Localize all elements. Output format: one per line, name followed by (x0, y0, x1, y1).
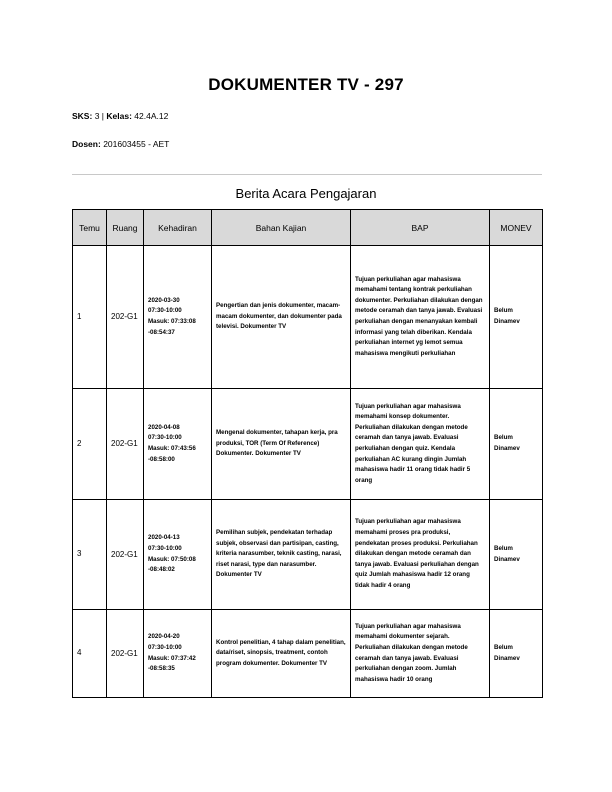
cell-kehadiran (144, 610, 212, 698)
cell-bap: Tujuan perkuliahan agar mahasiswa memahami proses pra produksi, pendekatan proses produksi. Perkuliahan dilakukan dengan metode ceramah dan tanya jawab. Evaluasi perkuliahan dengan quiz Jumlah mahasiswa hadir 12 orang tidak hadir 4 orang (351, 500, 490, 610)
attendance-out: -08:58:00 (148, 455, 175, 463)
header-monev: MONEV (490, 210, 543, 246)
cell-monev: Belum Dinamev (490, 500, 543, 610)
cell-bahan-kajian: Mengenal dokumenter, tahapan kerja, pra produksi, TOR (Term Of Reference) Dokumenter. Dokumenter TV (212, 389, 351, 500)
table-row (73, 246, 543, 389)
cell-bahan-kajian: Kontrol penelitian, 4 tahap dalam penelitian, data/riset, sinopsis, treatment, contoh program dokumenter. Dokumenter TV (212, 610, 351, 698)
cell-bahan-kajian: Pemilihan subjek, pendekatan terhadap subjek, observasi dan partisipan, casting, kriteria narasumber, teknik casting, narasi, riset narasi, type dan narasumber. Dokumenter TV (212, 500, 351, 610)
cell-temu: 4 (73, 610, 107, 698)
cell-temu: 1 (73, 246, 107, 389)
table-row (73, 389, 543, 500)
attendance-date: 2020-04-08 (148, 423, 180, 431)
attendance-schedule: 07:30-10:00 (148, 643, 182, 651)
divider (72, 174, 542, 175)
attendance-in: Masuk: 07:37:42 (148, 654, 196, 662)
attendance-schedule: 07:30-10:00 (148, 544, 182, 552)
attendance-date: 2020-03-30 (148, 296, 180, 304)
sks-label: SKS: (72, 111, 93, 121)
kelas-label: Kelas: (106, 111, 132, 121)
cell-bap: Tujuan perkuliahan agar mahasiswa memahami dokumenter sejarah. Perkuliahan dilakukan dengan metode ceramah dan tanya jawab. Evaluasi perkuliahan dengan zoom. Jumlah mahasiswa hadir 10 orang (351, 610, 490, 698)
sks-value: 3 (94, 111, 100, 121)
cell-kehadiran (144, 389, 212, 500)
attendance-schedule: 07:30-10:00 (148, 434, 182, 442)
cell-monev: Belum Dinamev (490, 610, 543, 698)
lecturer-meta (72, 139, 169, 149)
attendance-schedule: 07:30-10:00 (148, 307, 182, 315)
bap-table (72, 209, 543, 698)
cell-bap: Tujuan perkuliahan agar mahasiswa memahami konsep dokumenter. Perkuliahan dilakukan dengan metode ceramah dan tanya jawab. Evaluasi perkuliahan dengan quiz. Kendala perkuliahan AC kurang dingin Jumlah mahasiswa hadir 11 orang tidak hadir 5 orang (351, 389, 490, 500)
kelas-value: 42.4A.12 (134, 111, 169, 121)
table-header-row (73, 210, 543, 246)
cell-kehadiran (144, 500, 212, 610)
cell-monev: Belum Dinamev (490, 389, 543, 500)
attendance-date: 2020-04-20 (148, 633, 180, 641)
table-row (73, 610, 543, 698)
section-title: Berita Acara Pengajaran (235, 186, 377, 201)
attendance-date: 2020-04-13 (148, 534, 180, 542)
header-bahan-kajian: Bahan Kajian (212, 210, 351, 246)
cell-monev: Belum Dinamev (490, 246, 543, 389)
attendance-out: -08:58:35 (148, 665, 175, 673)
course-meta (72, 111, 168, 121)
header-kehadiran: Kehadiran (144, 210, 212, 246)
cell-ruang: 202-G1 (107, 389, 144, 500)
attendance-in: Masuk: 07:33:08 (148, 318, 196, 325)
attendance-in: Masuk: 07:50:08 (148, 555, 196, 563)
cell-ruang: 202-G1 (107, 610, 144, 698)
cell-bap: Tujuan perkuliahan agar mahasiswa memahami tentang kontrak perkuliahan dokumenter. Perkuliahan dilakukan dengan metode ceramah dan tanya jawab. Evaluasi perkuliahan dengan menanyakan kembali informasi yang telah diberikan. Kendala perkuliahan internet yg lemot semua mahasiswa mengikuti perkuliahan (351, 246, 490, 389)
document-title: DOKUMENTER TV - 297 (208, 75, 404, 94)
attendance-in: Masuk: 07:43:56 (148, 445, 196, 452)
cell-kehadiran (144, 246, 212, 389)
table-row (73, 500, 543, 610)
cell-ruang: 202-G1 (107, 500, 144, 610)
cell-temu: 2 (73, 389, 107, 500)
attendance-out: -08:48:02 (148, 566, 175, 574)
dosen-label: Dosen: (72, 139, 101, 149)
header-temu: Temu (73, 210, 107, 246)
meta-separator: | (101, 111, 105, 121)
header-bap: BAP (351, 210, 490, 246)
cell-ruang: 202-G1 (107, 246, 144, 389)
cell-temu: 3 (73, 500, 107, 610)
attendance-out: -08:54:37 (148, 328, 175, 336)
dosen-value: 201603455 - AET (103, 139, 170, 149)
header-ruang: Ruang (107, 210, 144, 246)
cell-bahan-kajian: Pengertian dan jenis dokumenter, macam-macam dokumenter, dan dokumenter pada televisi. Dokumenter TV (212, 246, 351, 389)
